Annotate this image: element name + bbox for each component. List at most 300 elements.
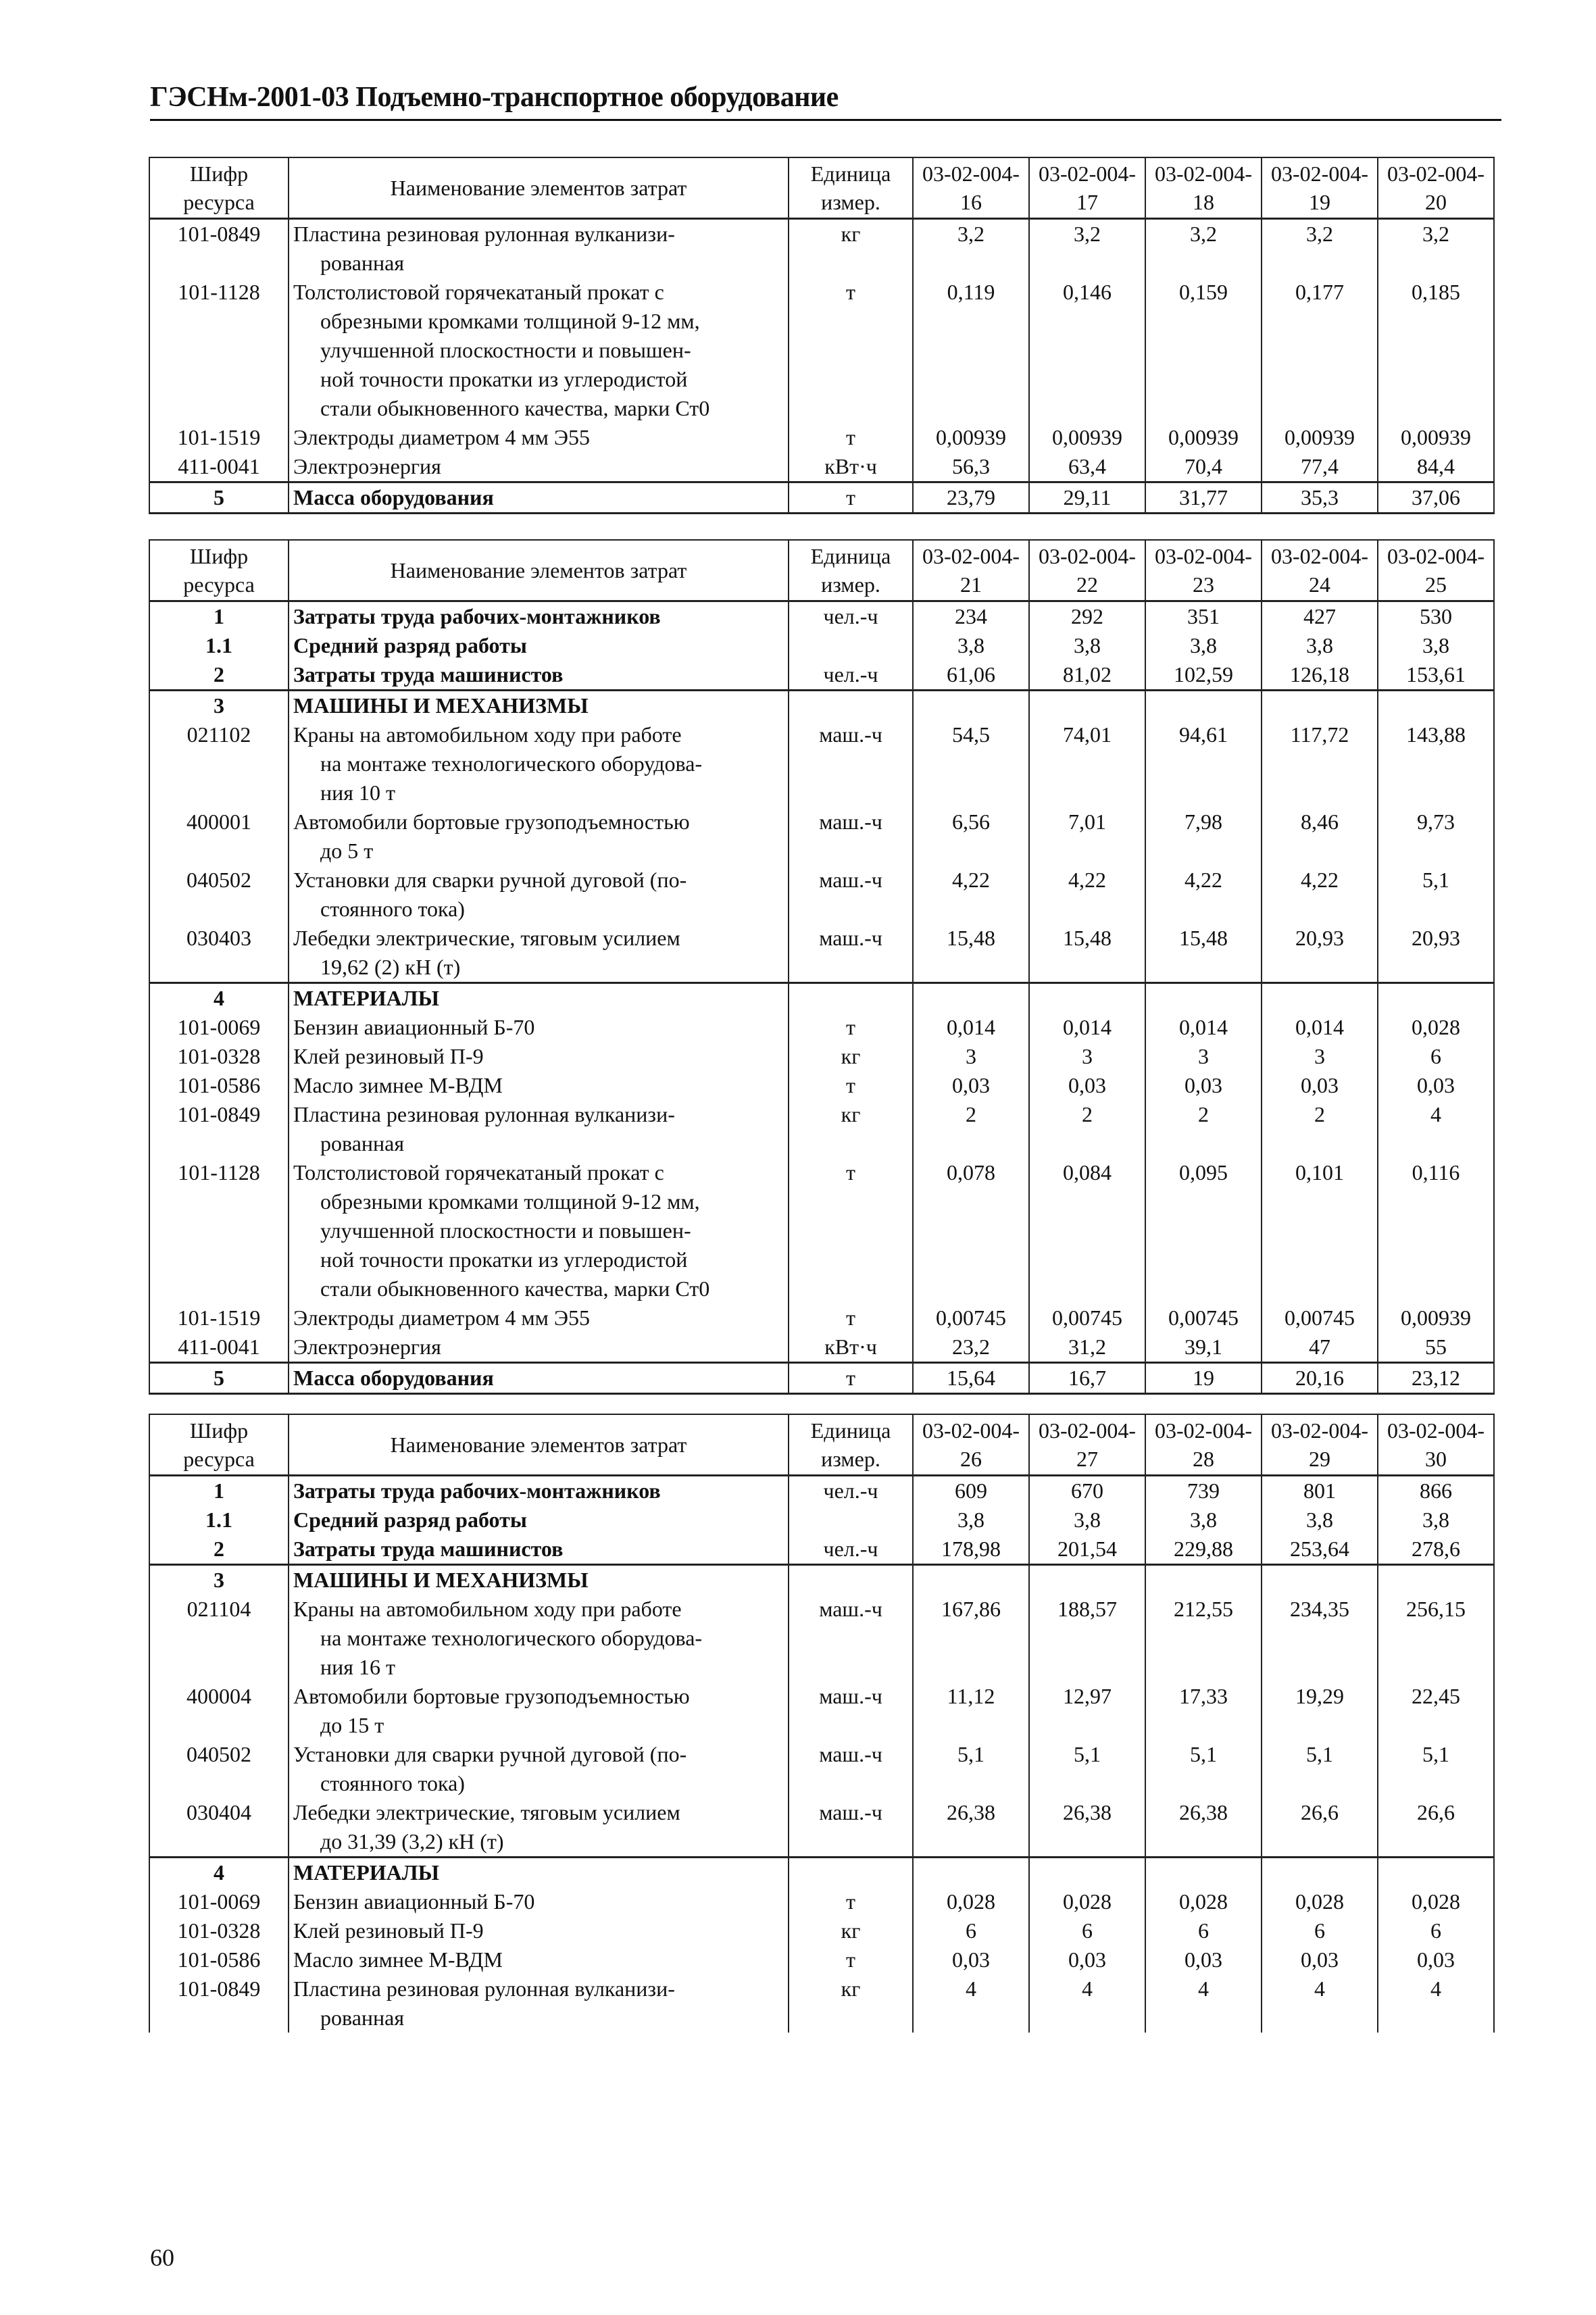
cost-element-name [289,807,789,866]
unit-cell: кВт·ч [789,1333,913,1363]
value-cell [1262,1858,1378,1888]
table-row [149,219,1494,278]
name-line: до 5 т [320,839,374,863]
value-cell: 26,38 [1145,1798,1262,1858]
table-row [149,1682,1494,1740]
table-row [149,866,1494,924]
resource-table-3 [149,1414,1495,2033]
value-cell: 5,1 [1145,1740,1262,1798]
resource-code: 021102 [149,720,289,807]
name-line: Установки для сварки ручной дуговой (по- [293,868,687,892]
table-row [149,1740,1494,1798]
value-cell: 17,33 [1145,1682,1262,1740]
unit-cell: т [789,278,913,423]
value-cell: 0,00745 [1262,1303,1378,1333]
table-header-row [149,1414,1494,1476]
column-header-rate: 03-02-004-18 [1145,157,1262,219]
value-cell [1029,1858,1145,1888]
resource-code: 411-0041 [149,1333,289,1363]
name-line: Пластина резиновая рулонная вулканизи- [293,1976,675,2001]
value-cell: 0,084 [1029,1158,1145,1303]
name-line: Клей резиновый П-9 [293,1044,484,1068]
value-cell: 0,03 [1262,1945,1378,1974]
name-line: обрезными кромками толщиной 9-12 мм, [320,309,700,333]
name-line: стали обыкновенного качества, марки Ст0 [320,1276,710,1301]
table-row [149,1858,1494,1888]
unit-cell: кг [789,1916,913,1945]
value-cell: 427 [1262,601,1378,632]
cost-element-name [289,1974,789,2033]
value-cell: 7,98 [1145,807,1262,866]
resource-code: 1 [149,1476,289,1506]
unit-cell: кг [789,1100,913,1158]
value-cell: 31,77 [1145,482,1262,514]
column-header-rate: 03-02-004-26 [913,1414,1029,1476]
unit-cell: т [789,1945,913,1974]
name-line: МАШИНЫ И МЕХАНИЗМЫ [293,693,589,718]
column-header-rate: 03-02-004-20 [1378,157,1494,219]
value-cell: 2 [1262,1100,1378,1158]
resource-code: 2 [149,1535,289,1565]
value-cell [1029,1565,1145,1595]
value-cell: 5,1 [1262,1740,1378,1798]
value-cell: 54,5 [913,720,1029,807]
table-row [149,1535,1494,1565]
name-line: Электроды диаметром 4 мм Э55 [293,1305,590,1330]
value-cell: 0,03 [1262,1071,1378,1100]
value-cell [913,1858,1029,1888]
column-header-rate: 03-02-004-23 [1145,540,1262,601]
value-cell: 5,1 [913,1740,1029,1798]
table-row [149,691,1494,721]
table-row [149,983,1494,1014]
value-cell: 0,00939 [1145,423,1262,452]
cost-element-name [289,1042,789,1071]
value-cell: 70,4 [1145,452,1262,482]
name-line: МАТЕРИАЛЫ [293,986,439,1010]
table-row [149,1071,1494,1100]
cost-element-name [289,1887,789,1916]
table-row [149,1158,1494,1303]
value-cell: 0,146 [1029,278,1145,423]
value-cell [1262,1565,1378,1595]
resource-code: 5 [149,1363,289,1394]
name-line: Клей резиновый П-9 [293,1918,484,1943]
resource-code: 3 [149,1565,289,1595]
column-header-code: Шифр ресурса [149,540,289,601]
cost-element-name [289,1740,789,1798]
unit-cell: т [789,1158,913,1303]
value-cell: 19 [1145,1363,1262,1394]
unit-cell: т [789,1303,913,1333]
value-cell: 0,028 [913,1887,1029,1916]
name-line: Средний разряд работы [293,633,527,657]
value-cell: 0,03 [1145,1071,1262,1100]
value-cell: 6 [913,1916,1029,1945]
value-cell: 0,014 [1145,1013,1262,1042]
resource-code: 2 [149,660,289,691]
table-row [149,1798,1494,1858]
resource-code: 101-0069 [149,1013,289,1042]
value-cell: 3,2 [1145,219,1262,278]
name-line: Затраты труда рабочих-монтажников [293,604,661,628]
value-cell: 22,45 [1378,1682,1494,1740]
column-header-unit: Единица измер. [789,540,913,601]
cost-element-name [289,1595,789,1682]
unit-cell: маш.-ч [789,1740,913,1798]
value-cell [1262,691,1378,721]
value-cell: 126,18 [1262,660,1378,691]
resource-code: 030404 [149,1798,289,1858]
value-cell: 12,97 [1029,1682,1145,1740]
resource-table-1 [149,157,1495,514]
value-cell: 31,2 [1029,1333,1145,1363]
cost-element-name [289,983,789,1014]
value-cell: 3,8 [1262,1505,1378,1535]
value-cell: 6 [1145,1916,1262,1945]
name-line: Масло зимнее М-ВДМ [293,1073,503,1097]
name-line: ной точности прокатки из углеродистой [320,367,688,391]
resource-code: 101-1519 [149,1303,289,1333]
value-cell: 20,16 [1262,1363,1378,1394]
resource-code: 4 [149,1858,289,1888]
value-cell: 0,03 [1029,1071,1145,1100]
cost-element-name [289,1858,789,1888]
value-cell: 74,01 [1029,720,1145,807]
column-header-rate: 03-02-004-19 [1262,157,1378,219]
unit-cell: т [789,1363,913,1394]
resource-code: 101-0849 [149,1100,289,1158]
value-cell: 9,73 [1378,807,1494,866]
table-row [149,924,1494,983]
value-cell: 56,3 [913,452,1029,482]
value-cell [1378,983,1494,1014]
column-header-rate: 03-02-004-21 [913,540,1029,601]
unit-cell: т [789,1013,913,1042]
column-header-rate: 03-02-004-28 [1145,1414,1262,1476]
resource-code: 3 [149,691,289,721]
value-cell: 0,028 [1262,1887,1378,1916]
table-row [149,452,1494,482]
column-header-name: Наименование элементов затрат [289,1414,789,1476]
value-cell: 0,03 [1145,1945,1262,1974]
table-row [149,423,1494,452]
value-cell: 2 [1145,1100,1262,1158]
column-header-name: Наименование элементов затрат [289,540,789,601]
name-line: Установки для сварки ручной дуговой (по- [293,1742,687,1766]
table-row [149,660,1494,691]
page-header: ГЭСНм-2001-03 Подъемно-транспортное оборудование [150,82,839,113]
value-cell: 2 [1029,1100,1145,1158]
value-cell: 234,35 [1262,1595,1378,1682]
unit-cell: т [789,482,913,514]
value-cell: 0,159 [1145,278,1262,423]
value-cell: 609 [913,1476,1029,1506]
value-cell: 117,72 [1262,720,1378,807]
value-cell: 61,06 [913,660,1029,691]
value-cell: 2 [913,1100,1029,1158]
value-cell: 670 [1029,1476,1145,1506]
value-cell: 0,03 [913,1071,1029,1100]
resource-code: 4 [149,983,289,1014]
unit-cell [789,983,913,1014]
cost-element-name [289,691,789,721]
value-cell: 5,1 [1378,866,1494,924]
value-cell: 292 [1029,601,1145,632]
table-header-row [149,540,1494,601]
value-cell: 4,22 [1029,866,1145,924]
name-line: Лебедки электрические, тяговым усилием [293,1800,680,1824]
resource-code: 400001 [149,807,289,866]
value-cell: 0,00939 [913,423,1029,452]
cost-element-name [289,1535,789,1565]
name-line: Краны на автомобильном ходу при работе [293,722,682,747]
value-cell: 6 [1262,1916,1378,1945]
unit-cell: маш.-ч [789,1595,913,1682]
value-cell: 16,7 [1029,1363,1145,1394]
value-cell: 11,12 [913,1682,1029,1740]
column-header-rate: 03-02-004-25 [1378,540,1494,601]
name-line: ния 16 т [320,1655,395,1679]
unit-cell: кг [789,219,913,278]
value-cell: 253,64 [1262,1535,1378,1565]
value-cell: 0,014 [1262,1013,1378,1042]
unit-cell: маш.-ч [789,720,913,807]
value-cell: 167,86 [913,1595,1029,1682]
resource-code: 101-0586 [149,1945,289,1974]
column-header-name: Наименование элементов затрат [289,157,789,219]
unit-cell: маш.-ч [789,807,913,866]
cost-element-name [289,866,789,924]
cost-element-name [289,1798,789,1858]
cost-element-name [289,1100,789,1158]
name-line: рованная [320,251,405,275]
value-cell: 3 [913,1042,1029,1071]
value-cell: 3,8 [1029,631,1145,660]
value-cell: 3 [1262,1042,1378,1071]
resource-code: 101-1128 [149,1158,289,1303]
cost-element-name [289,423,789,452]
name-line: до 15 т [320,1713,384,1737]
value-cell: 0,03 [1029,1945,1145,1974]
name-line: Пластина резиновая рулонная вулканизи- [293,222,675,246]
resource-code: 1 [149,601,289,632]
value-cell: 26,38 [1029,1798,1145,1858]
value-cell: 4 [1262,1974,1378,2033]
value-cell: 0,03 [913,1945,1029,1974]
resource-code: 101-1128 [149,278,289,423]
column-header-rate: 03-02-004-29 [1262,1414,1378,1476]
cost-element-name [289,1945,789,1974]
name-line: улучшенной плоскостности и повышен- [320,1218,691,1243]
unit-cell: чел.-ч [789,660,913,691]
value-cell: 23,12 [1378,1363,1494,1394]
cost-element-name [289,482,789,514]
table-row [149,1042,1494,1071]
value-cell: 530 [1378,601,1494,632]
name-line: Средний разряд работы [293,1508,527,1532]
value-cell: 0,028 [1029,1887,1145,1916]
value-cell: 188,57 [1029,1595,1145,1682]
unit-cell: маш.-ч [789,924,913,983]
value-cell: 4 [1378,1100,1494,1158]
name-line: Затраты труда машинистов [293,1537,564,1561]
value-cell: 0,014 [1029,1013,1145,1042]
value-cell: 84,4 [1378,452,1494,482]
value-cell: 0,00939 [1378,423,1494,452]
value-cell: 3,2 [1378,219,1494,278]
table-row [149,1303,1494,1333]
cost-element-name [289,1303,789,1333]
table-row [149,1887,1494,1916]
value-cell: 0,00939 [1262,423,1378,452]
value-cell: 6 [1378,1916,1494,1945]
table-row [149,720,1494,807]
value-cell: 63,4 [1029,452,1145,482]
value-cell: 4,22 [1262,866,1378,924]
value-cell [913,1565,1029,1595]
value-cell: 0,00939 [1029,423,1145,452]
column-header-unit: Единица измер. [789,157,913,219]
value-cell: 6 [1029,1916,1145,1945]
resource-code: 030403 [149,924,289,983]
value-cell: 739 [1145,1476,1262,1506]
resource-code: 021104 [149,1595,289,1682]
name-line: Лебедки электрические, тяговым усилием [293,926,680,950]
value-cell: 3,8 [913,631,1029,660]
value-cell [913,983,1029,1014]
value-cell: 23,79 [913,482,1029,514]
cost-element-name [289,1363,789,1394]
value-cell: 0,119 [913,278,1029,423]
value-cell [1145,691,1262,721]
cost-element-name [289,631,789,660]
table-row [149,482,1494,514]
value-cell: 201,54 [1029,1535,1145,1565]
value-cell: 3,8 [1262,631,1378,660]
resource-code: 5 [149,482,289,514]
value-cell: 4 [1145,1974,1262,2033]
value-cell: 3,8 [1145,631,1262,660]
resource-code: 1.1 [149,631,289,660]
value-cell: 4 [913,1974,1029,2033]
cost-element-name [289,452,789,482]
table-header-row [149,157,1494,219]
value-cell: 29,11 [1029,482,1145,514]
name-line: 19,62 (2) кН (т) [320,955,461,979]
unit-cell: т [789,1071,913,1100]
value-cell: 26,38 [913,1798,1029,1858]
name-line: до 31,39 (3,2) кН (т) [320,1829,504,1853]
value-cell: 6,56 [913,807,1029,866]
name-line: Электроды диаметром 4 мм Э55 [293,425,590,449]
column-header-code: Шифр ресурса [149,157,289,219]
name-line: МАШИНЫ И МЕХАНИЗМЫ [293,1568,589,1592]
name-line: ния 10 т [320,780,395,805]
resource-code: 1.1 [149,1505,289,1535]
name-line: Пластина резиновая рулонная вулканизи- [293,1102,675,1126]
cost-element-name [289,219,789,278]
name-line: Электроэнергия [293,1335,441,1359]
value-cell: 866 [1378,1476,1494,1506]
value-cell: 0,00939 [1378,1303,1494,1333]
unit-cell: чел.-ч [789,1535,913,1565]
value-cell: 801 [1262,1476,1378,1506]
resource-code: 101-0849 [149,219,289,278]
table-row [149,1945,1494,1974]
table-row [149,1333,1494,1363]
value-cell: 4,22 [913,866,1029,924]
value-cell: 3,8 [1378,631,1494,660]
value-cell: 15,48 [1029,924,1145,983]
value-cell [1262,983,1378,1014]
value-cell: 153,61 [1378,660,1494,691]
unit-cell [789,1505,913,1535]
value-cell [1145,1565,1262,1595]
name-line: Затраты труда рабочих-монтажников [293,1478,661,1503]
cost-element-name [289,1916,789,1945]
value-cell: 3,8 [1378,1505,1494,1535]
value-cell: 4,22 [1145,866,1262,924]
value-cell: 212,55 [1145,1595,1262,1682]
cost-element-name [289,1071,789,1100]
name-line: рованная [320,1131,405,1155]
value-cell: 3,2 [913,219,1029,278]
value-cell: 143,88 [1378,720,1494,807]
column-header-rate: 03-02-004-17 [1029,157,1145,219]
unit-cell: кг [789,1042,913,1071]
value-cell: 0,095 [1145,1158,1262,1303]
table-row [149,1974,1494,2033]
cost-element-name [289,720,789,807]
name-line: на монтаже технологического оборудова- [320,1626,703,1650]
column-header-rate: 03-02-004-16 [913,157,1029,219]
resource-code: 101-0586 [149,1071,289,1100]
cost-element-name [289,1565,789,1595]
name-line: на монтаже технологического оборудова- [320,751,703,776]
name-line: стоянного тока) [320,1771,465,1795]
value-cell: 4 [1378,1974,1494,2033]
table-row [149,1565,1494,1595]
value-cell [1378,1565,1494,1595]
value-cell: 77,4 [1262,452,1378,482]
unit-cell: чел.-ч [789,1476,913,1506]
cost-element-name [289,1333,789,1363]
name-line: МАТЕРИАЛЫ [293,1860,439,1885]
resource-code: 101-0328 [149,1916,289,1945]
name-line: Масса оборудования [293,1366,494,1390]
value-cell: 3 [1029,1042,1145,1071]
unit-cell: маш.-ч [789,1798,913,1858]
value-cell: 20,93 [1378,924,1494,983]
value-cell: 0,03 [1378,1071,1494,1100]
resource-table-2 [149,539,1495,1395]
cost-element-name [289,924,789,983]
cost-element-name [289,1505,789,1535]
table-row [149,1013,1494,1042]
value-cell: 81,02 [1029,660,1145,691]
value-cell: 8,46 [1262,807,1378,866]
table-row [149,1505,1494,1535]
value-cell: 0,03 [1378,1945,1494,1974]
value-cell: 0,028 [1378,1013,1494,1042]
value-cell [1145,1858,1262,1888]
column-header-unit: Единица измер. [789,1414,913,1476]
table-row [149,1595,1494,1682]
value-cell: 0,116 [1378,1158,1494,1303]
name-line: Масса оборудования [293,485,494,509]
cost-element-name [289,601,789,632]
